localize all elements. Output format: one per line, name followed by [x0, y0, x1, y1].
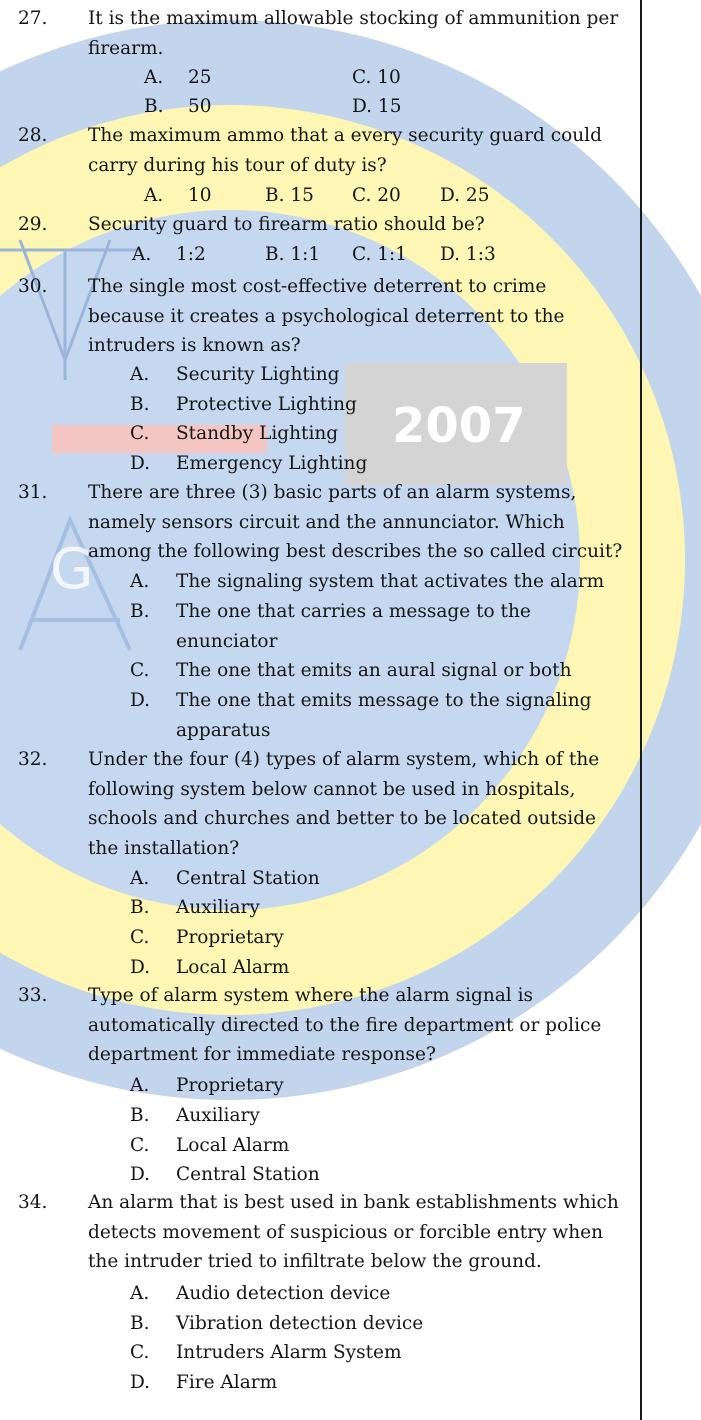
- choice-text: The one that carries a message to the: [176, 601, 531, 622]
- choice-letter: C.: [130, 660, 150, 681]
- choice-letter: A.: [130, 364, 150, 385]
- question-stem-line: the intruder tried to infiltrate below the ground.: [88, 1251, 542, 1272]
- question-stem-line: There are three (3) basic parts of an alarm systems,: [88, 482, 577, 503]
- choice-text: Central Station: [176, 1164, 320, 1185]
- choice-text: Local Alarm: [176, 1135, 290, 1156]
- choice-letter: D.: [130, 690, 151, 711]
- choice-text: Auxiliary: [176, 897, 260, 918]
- choice-text-continued: apparatus: [176, 719, 271, 741]
- choice-letter: D.: [130, 957, 151, 978]
- seal-letter-g: G: [50, 537, 94, 602]
- choice-text: Fire Alarm: [176, 1372, 278, 1393]
- choice-text: B. 15: [265, 185, 314, 206]
- choice-letter: B.: [130, 394, 150, 415]
- choice-text: Proprietary: [176, 927, 284, 948]
- question-stem-line: It is the maximum allowable stocking of ammunition per: [88, 8, 619, 29]
- choice-letter: C.: [130, 1135, 150, 1156]
- choice-text: C. 1:1: [352, 244, 408, 265]
- choice-letter: B.: [130, 897, 150, 918]
- question-number-34: 34.: [18, 1192, 48, 1213]
- question-stem-line: The single most cost-effective deterrent to crime: [88, 276, 547, 297]
- choice-letter: A.: [132, 244, 152, 265]
- choice-letter: B.: [144, 96, 164, 117]
- choice-letter: A.: [144, 67, 164, 88]
- choice-text: The one that emits an aural signal or both: [176, 660, 572, 681]
- choice-letter: A.: [130, 868, 150, 889]
- question-stem-line: An alarm that is best used in bank establishments which: [88, 1192, 619, 1213]
- question-stem-line: Security guard to firearm ratio should be?: [88, 214, 485, 235]
- question-number-27: 27.: [18, 8, 48, 29]
- question-number-31: 31.: [18, 482, 48, 503]
- choice-text: Central Station: [176, 868, 320, 889]
- choice-letter: A.: [130, 1075, 150, 1096]
- question-stem-line: schools and churches and better to be located outside: [88, 808, 597, 829]
- choice-letter: A.: [144, 185, 164, 206]
- choice-text: Protective Lighting: [176, 394, 357, 415]
- question-stem-line: Under the four (4) types of alarm system, which of the: [88, 749, 600, 770]
- question-number-33: 33.: [18, 985, 48, 1006]
- question-number-30: 30.: [18, 276, 48, 297]
- question-number-29: 29.: [18, 214, 48, 235]
- choice-text: The signaling system that activates the alarm: [176, 571, 605, 592]
- choice-text: Local Alarm: [176, 957, 290, 978]
- question-stem-line: intruders is known as?: [88, 335, 301, 356]
- question-stem-line: department for immediate response?: [88, 1044, 436, 1065]
- choice-text: Emergency Lighting: [176, 453, 368, 474]
- question-stem-line: among the following best describes the so called circuit?: [88, 541, 623, 562]
- question-stem-line: firearm.: [88, 37, 164, 59]
- choice-text: Proprietary: [176, 1075, 284, 1096]
- choice-letter: B.: [130, 1313, 150, 1334]
- choice-text: D. 1:3: [440, 244, 496, 265]
- choice-letter: B.: [130, 1105, 150, 1126]
- choice-text: Security Lighting: [176, 364, 340, 385]
- choice-letter: C.: [130, 1342, 150, 1363]
- choice-letter: D.: [130, 1164, 151, 1185]
- choice-text: Auxiliary: [176, 1105, 260, 1126]
- choice-letter: A.: [130, 1283, 150, 1304]
- choice-text: 25: [188, 67, 212, 88]
- choice-letter: C.: [130, 927, 150, 948]
- choice-text: Intruders Alarm System: [176, 1342, 402, 1363]
- question-stem-line: namely sensors circuit and the annunciator. Which: [88, 511, 565, 533]
- question-stem-line: automatically directed to the fire department or police: [88, 1014, 602, 1036]
- question-stem-line: detects movement of suspicious or forcible entry when: [88, 1221, 604, 1243]
- choice-letter: D.: [130, 1372, 151, 1393]
- choice-letter: A.: [130, 571, 150, 592]
- choice-text: Standby Lighting: [176, 423, 339, 444]
- choice-text: 50: [188, 96, 212, 117]
- choice-letter: D.: [130, 453, 151, 474]
- question-stem-line: carry during his tour of duty is?: [88, 154, 387, 176]
- choice-text: Audio detection device: [176, 1283, 391, 1304]
- question-stem-line: following system below cannot be used in hospitals,: [88, 778, 576, 800]
- question-number-28: 28.: [18, 125, 48, 146]
- choice-text: Vibration detection device: [176, 1313, 424, 1334]
- choice-text: B. 1:1: [265, 244, 321, 265]
- choice-text: The one that emits message to the signaling: [176, 690, 592, 711]
- choice-text: 1:2: [176, 244, 206, 265]
- question-stem-line: The maximum ammo that a every security guard could: [88, 125, 602, 146]
- choice-text: 10: [188, 185, 212, 206]
- choice-text: D. 15: [352, 96, 402, 117]
- question-stem-line: because it creates a psychological deterrent to the: [88, 305, 565, 327]
- choice-text: C. 10: [352, 67, 401, 88]
- seal-year-text: 2007: [392, 398, 526, 454]
- question-stem-line: Type of alarm system where the alarm signal is: [88, 985, 534, 1006]
- choice-text-continued: enunciator: [176, 630, 278, 652]
- question-stem-line: the installation?: [88, 837, 240, 859]
- choice-text: C. 20: [352, 185, 401, 206]
- page-right-rule: [640, 0, 642, 1420]
- choice-letter: B.: [130, 601, 150, 622]
- choice-letter: C.: [130, 423, 150, 444]
- choice-text: D. 25: [440, 185, 490, 206]
- question-number-32: 32.: [18, 749, 48, 770]
